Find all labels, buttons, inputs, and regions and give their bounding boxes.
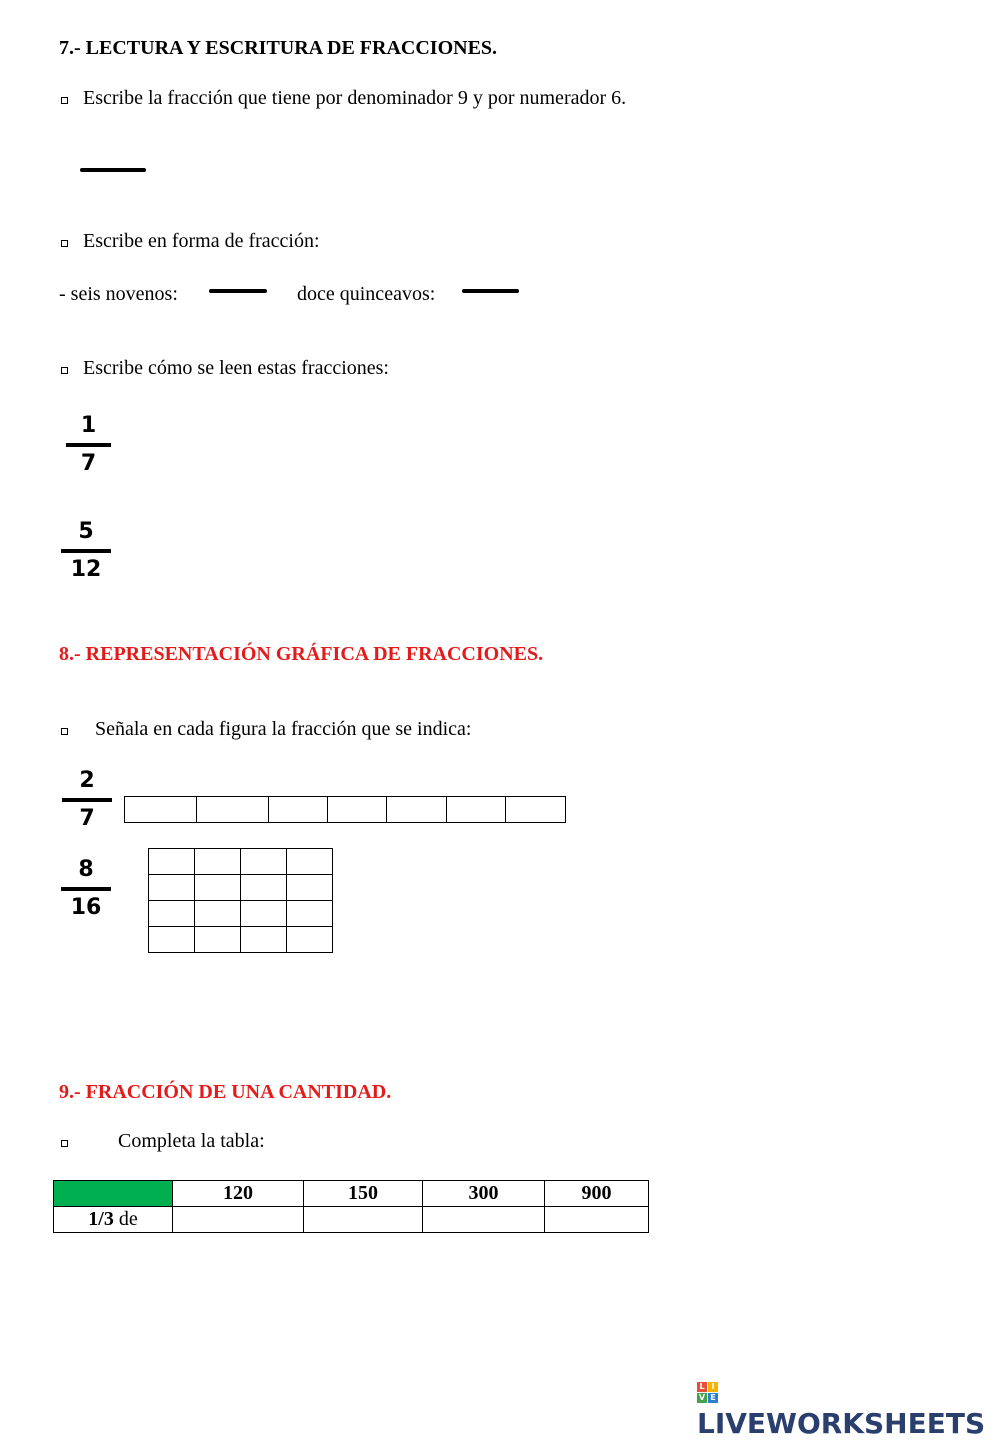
- logo-mark-icon: L I V E: [697, 1382, 718, 1403]
- grid-cell[interactable]: [287, 849, 333, 875]
- strip-cell[interactable]: [387, 797, 447, 823]
- strip-cell[interactable]: [328, 797, 387, 823]
- grid-cell[interactable]: [149, 849, 195, 875]
- table-row: [54, 1207, 649, 1233]
- grid-cell[interactable]: [149, 901, 195, 927]
- table-header: 300: [423, 1181, 545, 1207]
- strip-cell[interactable]: [506, 797, 566, 823]
- bullet-icon: [61, 97, 68, 104]
- grid-cell[interactable]: [241, 849, 287, 875]
- numerator: 2: [79, 768, 95, 793]
- strip-figure-sevenths: [124, 796, 566, 823]
- section-7-title: 7.- LECTURA Y ESCRITURA DE FRACCIONES.: [59, 37, 498, 59]
- row-label-fraction: 1/3: [88, 1208, 114, 1230]
- quantity-table: [53, 1180, 649, 1233]
- table-header: 150: [304, 1181, 423, 1207]
- fraction-bar: [61, 549, 111, 553]
- question-9-1: Completa la tabla:: [118, 1130, 265, 1152]
- bullet-icon: [61, 240, 68, 247]
- answer-cell[interactable]: [173, 1207, 304, 1233]
- strip-cell[interactable]: [269, 797, 328, 823]
- table-header-row: [54, 1181, 649, 1207]
- grid-cell[interactable]: [195, 927, 241, 953]
- bullet-icon: [61, 367, 68, 374]
- bullet-icon: [61, 728, 68, 735]
- fraction-1-7: [66, 413, 111, 477]
- answer-blank-seis-novenos[interactable]: [209, 289, 267, 293]
- grid-cell[interactable]: [195, 875, 241, 901]
- fraction-5-12: [61, 519, 111, 583]
- item-doce-quinceavos: doce quinceavos:: [297, 283, 436, 305]
- strip-cell[interactable]: [125, 797, 197, 823]
- fraction-2-7: [62, 768, 112, 832]
- numerator: 8: [78, 857, 94, 882]
- question-7-2: Escribe en forma de fracción:: [83, 230, 320, 252]
- logo-text: LIVEWORKSHEETS: [697, 1407, 986, 1440]
- question-7-1: Escribe la fracción que tiene por denominador 9 y por numerador 6.: [83, 87, 627, 109]
- fraction-bar: [66, 443, 111, 447]
- answer-cell[interactable]: [545, 1207, 649, 1233]
- numerator: 5: [78, 519, 94, 544]
- answer-blank-7-1[interactable]: [80, 168, 146, 172]
- grid-cell[interactable]: [195, 849, 241, 875]
- section-9-title: 9.- FRACCIÓN DE UNA CANTIDAD.: [59, 1081, 392, 1103]
- strip-cell[interactable]: [197, 797, 269, 823]
- question-7-3: Escribe cómo se leen estas fracciones:: [83, 357, 389, 379]
- denominator: 12: [70, 557, 102, 582]
- answer-cell[interactable]: [423, 1207, 545, 1233]
- liveworksheets-logo: [697, 1374, 1000, 1440]
- answer-cell[interactable]: [304, 1207, 423, 1233]
- row-label: [54, 1207, 173, 1233]
- table-corner-cell: [54, 1181, 173, 1207]
- grid-cell[interactable]: [195, 901, 241, 927]
- table-header: 900: [545, 1181, 649, 1207]
- grid-cell[interactable]: [241, 875, 287, 901]
- fraction-bar: [61, 887, 111, 891]
- denominator: 16: [70, 895, 102, 920]
- grid-cell[interactable]: [241, 901, 287, 927]
- bullet-icon: [61, 1140, 68, 1147]
- row-label-suffix: de: [113, 1208, 138, 1230]
- strip-cell[interactable]: [447, 797, 506, 823]
- denominator: 7: [79, 806, 95, 831]
- grid-cell[interactable]: [149, 875, 195, 901]
- numerator: 1: [80, 413, 97, 438]
- question-8-1: Señala en cada figura la fracción que se indica:: [95, 718, 472, 740]
- grid-cell[interactable]: [149, 927, 195, 953]
- grid-figure-sixteenths: [148, 848, 333, 953]
- section-8-title: 8.- REPRESENTACIÓN GRÁFICA DE FRACCIONES.: [59, 643, 544, 665]
- table-header: 120: [173, 1181, 304, 1207]
- denominator: 7: [80, 451, 97, 476]
- item-seis-novenos: - seis novenos:: [59, 283, 178, 305]
- fraction-bar: [62, 798, 112, 802]
- grid-cell[interactable]: [287, 901, 333, 927]
- grid-cell[interactable]: [287, 875, 333, 901]
- grid-cell[interactable]: [287, 927, 333, 953]
- answer-blank-doce-quinceavos[interactable]: [462, 289, 519, 293]
- grid-cell[interactable]: [241, 927, 287, 953]
- fraction-8-16: [61, 857, 111, 921]
